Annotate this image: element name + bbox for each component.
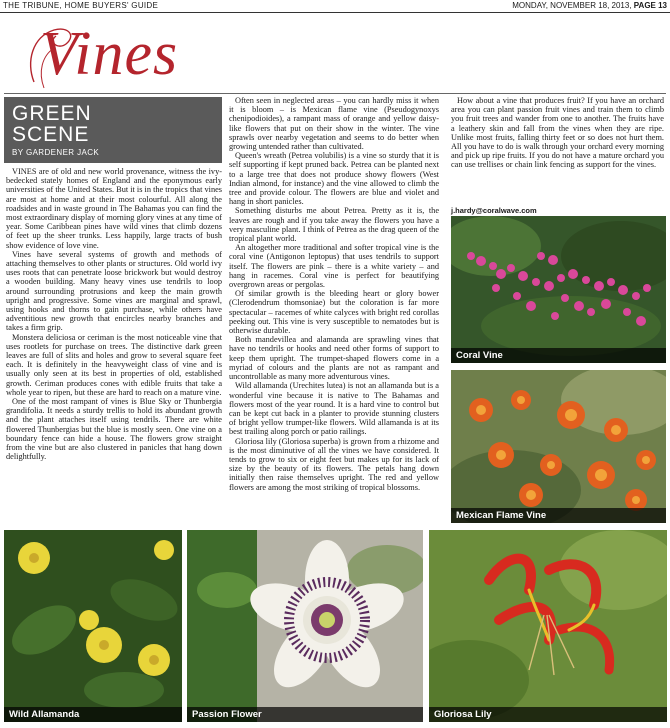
paragraph: Vines have several systems of growth and methods of attaching themselves to other plants or structures. Old world ivy uses roots that can penetrate loose brickwork but would destroy a wooden building. Many heavy vines use tendrils to loop around surrounding protrusions and keep the main growth upright and progressive. Some vines are marginal and sprawl, using hooks and thorns to gain purchase, while others have adventitious new growth that encircles nearby branches and takes a firm grip. (6, 249, 222, 333)
wild-allamanda-photo (4, 530, 182, 722)
mexican-flame-vine-photo (451, 370, 666, 523)
mexican-flame-vine-image (451, 370, 666, 523)
paragraph: Queen's wreath (Petrea volubilis) is a vine so sturdy that it is self supporting if kept pruned back. Petrea can be planted next to a large tree that does not produce showy flowers (West Indian almond, for instance) and the vine allowed to climb the tree and provide colour. The flowers are blue and violet and hang in short panicles. (229, 151, 439, 207)
photo-caption: Gloriosa Lily (429, 707, 667, 722)
article-column-1 (6, 167, 222, 462)
coral-vine-photo (451, 216, 666, 363)
paragraph: How about a vine that produces fruit? If you have an orchard area you can plant passion fruit vines and train them to climb you fruit trees and wander from one to another. The fruits have a leathery skin and fall from the vines when they are ripe. Unlike most fruits, falling thirty feet or so does not hurt them. All you have to do is walk through your orchard every morning and pick up ripe fruits. If you do not have a mature orchard you can use trellises or chain link fencing as support for the vines. (451, 96, 664, 170)
page-header (0, 0, 670, 13)
page-number: PAGE 13 (633, 1, 667, 10)
passion-flower-image (187, 530, 423, 722)
paragraph: Wild allamanda (Urechites lutea) is not an allamanda but is a wonderful vine because it is native to The Bahamas and flowers most of the year round. It is a hard vine to control but can be kept cut back in a planter to provide stunning clusters of bright yellow trumpet-like flowers. Wild allamanda is at its best trailing along porch or patio railings. (229, 381, 439, 437)
paragraph: Both mandevillea and alamanda are sprawling vines that have no tendrils or hooks and need other forms of support to keep them upright. The trumpet-shaped flowers come in a myriad of colours and the plants are not as rampant and uncontrollable as many more adventurous vines. (229, 335, 439, 382)
gloriosa-lily-image (429, 530, 667, 722)
paragraph: Often seen in neglected areas – you can hardly miss it when it is bloom – is Mexican flame vine (Pseudogynoxys chenipodioides), a rampant mass of orange and yellow daisy-like flowers that put on their show in the winter. The vine sprawls over nearby vegetation and seems to do better when growing untended rather than cultivated. (229, 96, 439, 152)
column-name-line1: GREEN (12, 102, 92, 125)
issue-date: MONDAY, NOVEMBER 18, 2013, (512, 1, 632, 10)
photo-caption: Wild Allamanda (4, 707, 182, 722)
gloriosa-lily-photo (429, 530, 667, 722)
paragraph: Of similar growth is the bleeding heart or glory bower (Clerodendrum thomsoniae) but the coloration is far more spectacular – racemes of white calyces with bright red corollas peeking out. This vine is very susceptible to nematodes but is otherwise durable. (229, 289, 439, 336)
title-divider (4, 93, 666, 94)
photo-caption: Mexican Flame Vine (451, 508, 666, 523)
photo-caption: Passion Flower (187, 707, 423, 722)
article-column-2 (229, 96, 439, 492)
passion-flower-photo (187, 530, 423, 722)
column-name-line2: SCENE (12, 123, 90, 146)
paragraph: Something disturbs me about Petrea. Pretty as it is, the leaves are rough and if you take away the flowers you have a very masculine plant. I think of Petrea as the drag queen of the tropical plant world. (229, 206, 439, 244)
paragraph: Gloriosa lily (Gloriosa superba) is grown from a rhizome and is the most diminutive of all the vines we have considered. It tends to grow to six or eight feet but makes up for its lack of size by the beauty of its flowers. The petals hang down initially then raise themselves upright. The red and yellow flowers are among the most striking of tropical blossoms. (229, 436, 439, 492)
paragraph: Monstera deliciosa or ceriman is the most noticeable vine that uses rootlets for purchase on trees. The distinctive dark green leaves are full of slits and holes and grow to several square feet each. It is definitely in the heavyweight class of vine and is usually only seen at its best in properties of old, established growth. Ceriman produces cones with edible fruits that take a whole year to ripen, but these are hard to reach on a mature vine. (6, 332, 222, 397)
title-text: Vines (40, 20, 179, 88)
paragraph: An altogether more traditional and softer tropical vine is the coral vine (Antigonon leptopus) that uses tendrils to support itself. The flowers are pink – there is a white variety – and hang in racemes. Coral vine is perfect for beautifying overgrown areas or pergolas. (229, 243, 439, 290)
column-header-box (4, 97, 222, 163)
article-title (18, 14, 238, 94)
coral-vine-image (451, 216, 666, 363)
paragraph: One of the most rampant of vines is Blue Sky or Thunbergia grandifolia. It needs a sturdy trellis to hold its abundant growth and the plant attaches itself using tendrils. There are white flowered Thunbergias but the blue is mostly seen. One vine on a boundary fence can hide a house. The flowers grow straight from the vine but are also clustered in panicles that hang down delightfully. (6, 397, 222, 462)
publication-name: THE TRIBUNE, HOME BUYERS' GUIDE (3, 1, 159, 10)
paragraph: VINES are of old and new world provenance, witness the ivy-bedecked stately homes of England and the eponymous early universities of the United States. But it is in the tropics that vines are most at home and at their most colourful. All along the roadsides and in waste ground in The Bahamas you can find the most extraordinary display of morning glory vines at any time of year. Some Caribbean pines have wild vines that climb dozens of feet up the sheer trunks. Less happily, large tracts of bush show evidence of love vine. (6, 167, 222, 250)
byline: BY GARDENER JACK (12, 148, 100, 157)
wild-allamanda-image (4, 530, 182, 722)
article-column-3 (451, 96, 664, 170)
date-and-page (512, 0, 667, 12)
photo-caption: Coral Vine (451, 348, 666, 363)
author-email: j.hardy@coralwave.com (451, 206, 537, 215)
